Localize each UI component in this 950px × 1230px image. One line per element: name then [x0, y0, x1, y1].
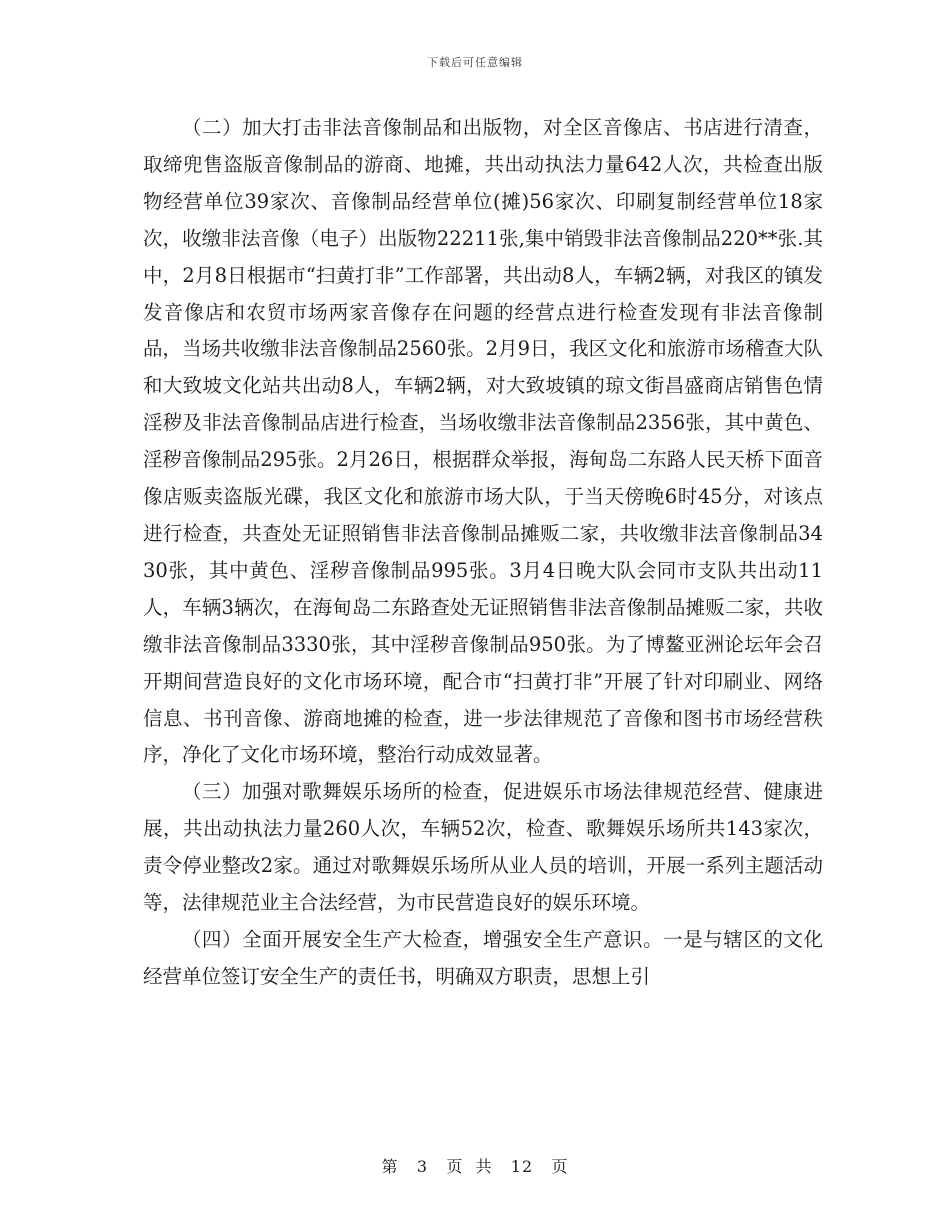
page-label-prefix: 第 — [381, 1157, 399, 1176]
paragraph-section-4: （四）全面开展安全生产大检查，增强安全生产意识。一是与辖区的文化经营单位签订安全生产的责任书，明确双方职责，思想上引 — [143, 927, 823, 988]
paragraph-section-3: （三）加强对歌舞娱乐场所的检查，促进娱乐市场法律规范经营、健康进展，共出动执法力量260人次，车辆52次，检查、歌舞娱乐场所共143家次，责令停业整改2家。通过对歌舞娱乐场所从业人员的培训，开展一系列主题活动等，法律规范业主合法经营，为市民营造良好的娱乐环境。 — [143, 780, 823, 915]
document-body — [143, 110, 823, 996]
page-footer — [0, 1154, 950, 1177]
page-header: 下载后可任意编辑 — [427, 56, 523, 69]
current-page-number: 3 — [416, 1157, 429, 1176]
total-pages-number: 12 — [510, 1157, 534, 1176]
page-label-suffix: 页 — [551, 1157, 569, 1176]
page-label-mid: 页 共 — [446, 1157, 493, 1176]
paragraph-section-2: （二）加大打击非法音像制品和出版物，对全区音像店、书店进行清查，取缔兜售盗版音像制品的游商、地摊，共出动执法力量642人次，共检查出版物经营单位39家次、音像制品经营单位(摊)56家次、印刷复制经营单位18家次，收缴非法音像（电子）出版物22211张,集中销毁非法音像制品220**张.其中，2月8日根据市“扫黄打非”工作部署，共出动8人，车辆2辆，对我区的镇发发音像店和农贸市场两家音像存在问题的经营点进行检查发现有非法音像制品，当场共收缴非法音像制品2560张。2月9日，我区文化和旅游市场稽查大队和大致坡文化站共出动8人，车辆2辆，对大致坡镇的琼文街昌盛商店销售色情淫秽及非法音像制品店进行检查，当场收缴非法音像制品2356张，其中黄色、淫秽音像制品295张。2月26日，根据群众举报，海甸岛二东路人民天桥下面音像店贩卖盗版光碟，我区文化和旅游市场大队，于当天傍晚6时45分，对该点进行检查，共查处无证照销售非法音像制品摊贩二家，共收缴非法音像制品3430张，其中黄色、淫秽音像制品995张。3月4日晚大队会同市支队共出动11人，车辆3辆次，在海甸岛二东路查处无证照销售非法音像制品摊贩二家，共收缴非法音像制品3330张，其中淫秽音像制品950张。为了博鳌亚洲论坛年会召开期间营造良好的文化市场环境，配合市“扫黄打非”开展了针对印刷业、网络信息、书刊音像、游商地摊的检查，进一步法律规范了音像和图书市场经营秩序，净化了文化市场环境，整治行动成效显著。 — [143, 116, 823, 767]
